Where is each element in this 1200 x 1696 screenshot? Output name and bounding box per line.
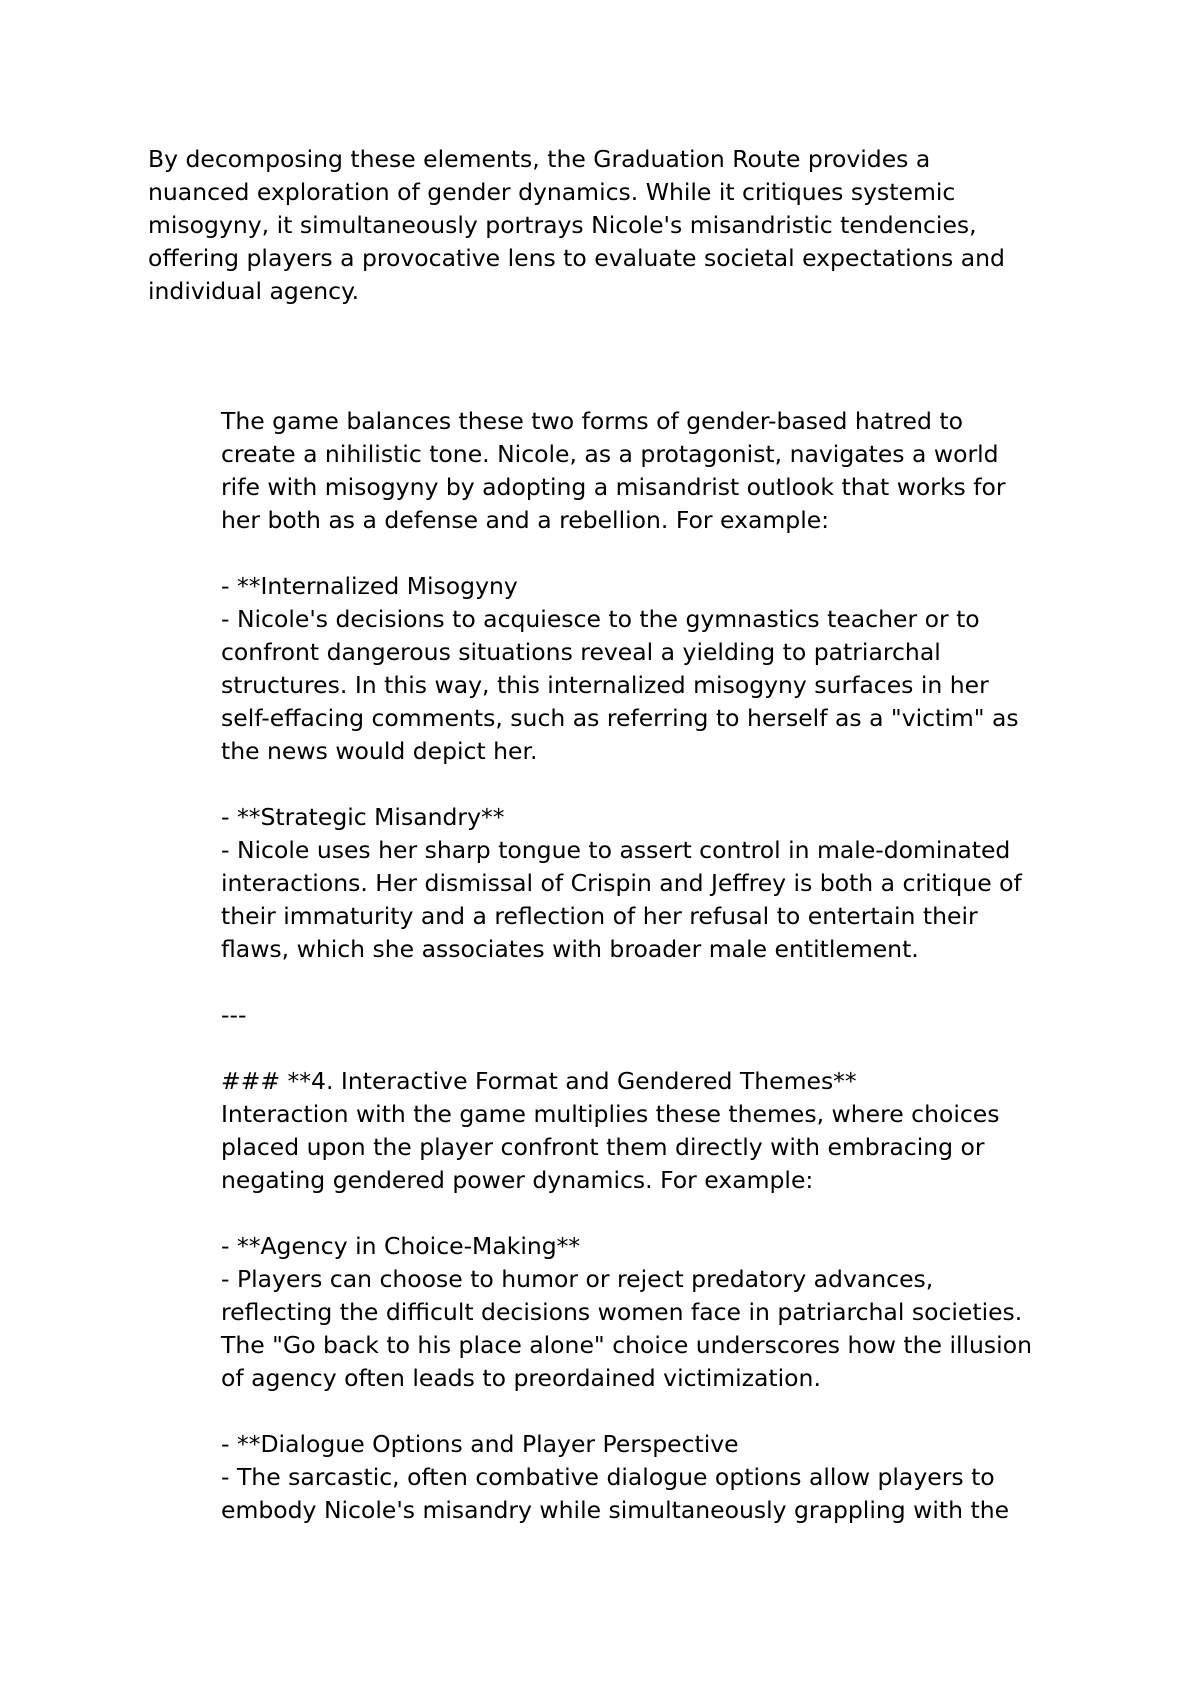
quote-line: - Nicole uses her sharp tongue to assert control in male-dominated: [221, 836, 1011, 864]
quote-line: Interaction with the game multiplies these themes, where choices: [221, 1100, 1000, 1128]
quote-line: - The sarcastic, often combative dialogue options allow players to: [221, 1463, 995, 1491]
quote-line: create a nihilistic tone. Nicole, as a protagonist, navigates a world: [221, 440, 999, 468]
quote-line: The game balances these two forms of gender-based hatred to: [221, 407, 963, 435]
intro-line: By decomposing these elements, the Graduation Route provides a: [148, 145, 931, 173]
intro-line: nuanced exploration of gender dynamics. While it critiques systemic: [148, 178, 956, 206]
intro-line: misogyny, it simultaneously portrays Nicole's misandristic tendencies,: [148, 211, 977, 239]
intro-line: individual agency.: [148, 277, 360, 305]
quote-line: - Nicole's decisions to acquiesce to the gymnastics teacher or to: [221, 605, 980, 633]
quote-line: - Players can choose to humor or reject predatory advances,: [221, 1265, 934, 1293]
quote-line: of agency often leads to preordained victimization.: [221, 1364, 821, 1392]
quote-line: embody Nicole's misandry while simultaneously grappling with the: [221, 1496, 1010, 1524]
quote-line: structures. In this way, this internalized misogyny surfaces in her: [221, 671, 989, 699]
quote-line: self-effacing comments, such as referring to herself as a "victim" as: [221, 704, 1019, 732]
quote-line: her both as a defense and a rebellion. For example:: [221, 506, 830, 534]
quote-line: rife with misogyny by adopting a misandrist outlook that works for: [221, 473, 1006, 501]
quote-line: The "Go back to his place alone" choice underscores how the illusion: [221, 1331, 1032, 1359]
intro-line: offering players a provocative lens to evaluate societal expectations and: [148, 244, 1005, 272]
section-divider: ---: [221, 1001, 247, 1029]
quote-line: reflecting the difficult decisions women face in patriarchal societies.: [221, 1298, 1023, 1326]
quote-line: confront dangerous situations reveal a yielding to patriarchal: [221, 638, 941, 666]
quote-line: negating gendered power dynamics. For example:: [221, 1166, 814, 1194]
quote-line: flaws, which she associates with broader male entitlement.: [221, 935, 919, 963]
section-heading: ### **4. Interactive Format and Gendered Themes**: [221, 1067, 857, 1095]
quote-line: - **Strategic Misandry**: [221, 803, 505, 831]
quote-line: - **Internalized Misogyny: [221, 572, 518, 600]
quote-line: interactions. Her dismissal of Crispin and Jeffrey is both a critique of: [221, 869, 1022, 897]
quote-line: - **Dialogue Options and Player Perspective: [221, 1430, 739, 1458]
quote-line: their immaturity and a reflection of her refusal to entertain their: [221, 902, 978, 930]
quote-line: the news would depict her.: [221, 737, 538, 765]
quote-line: placed upon the player confront them directly with embracing or: [221, 1133, 985, 1161]
quote-line: - **Agency in Choice-Making**: [221, 1232, 581, 1260]
